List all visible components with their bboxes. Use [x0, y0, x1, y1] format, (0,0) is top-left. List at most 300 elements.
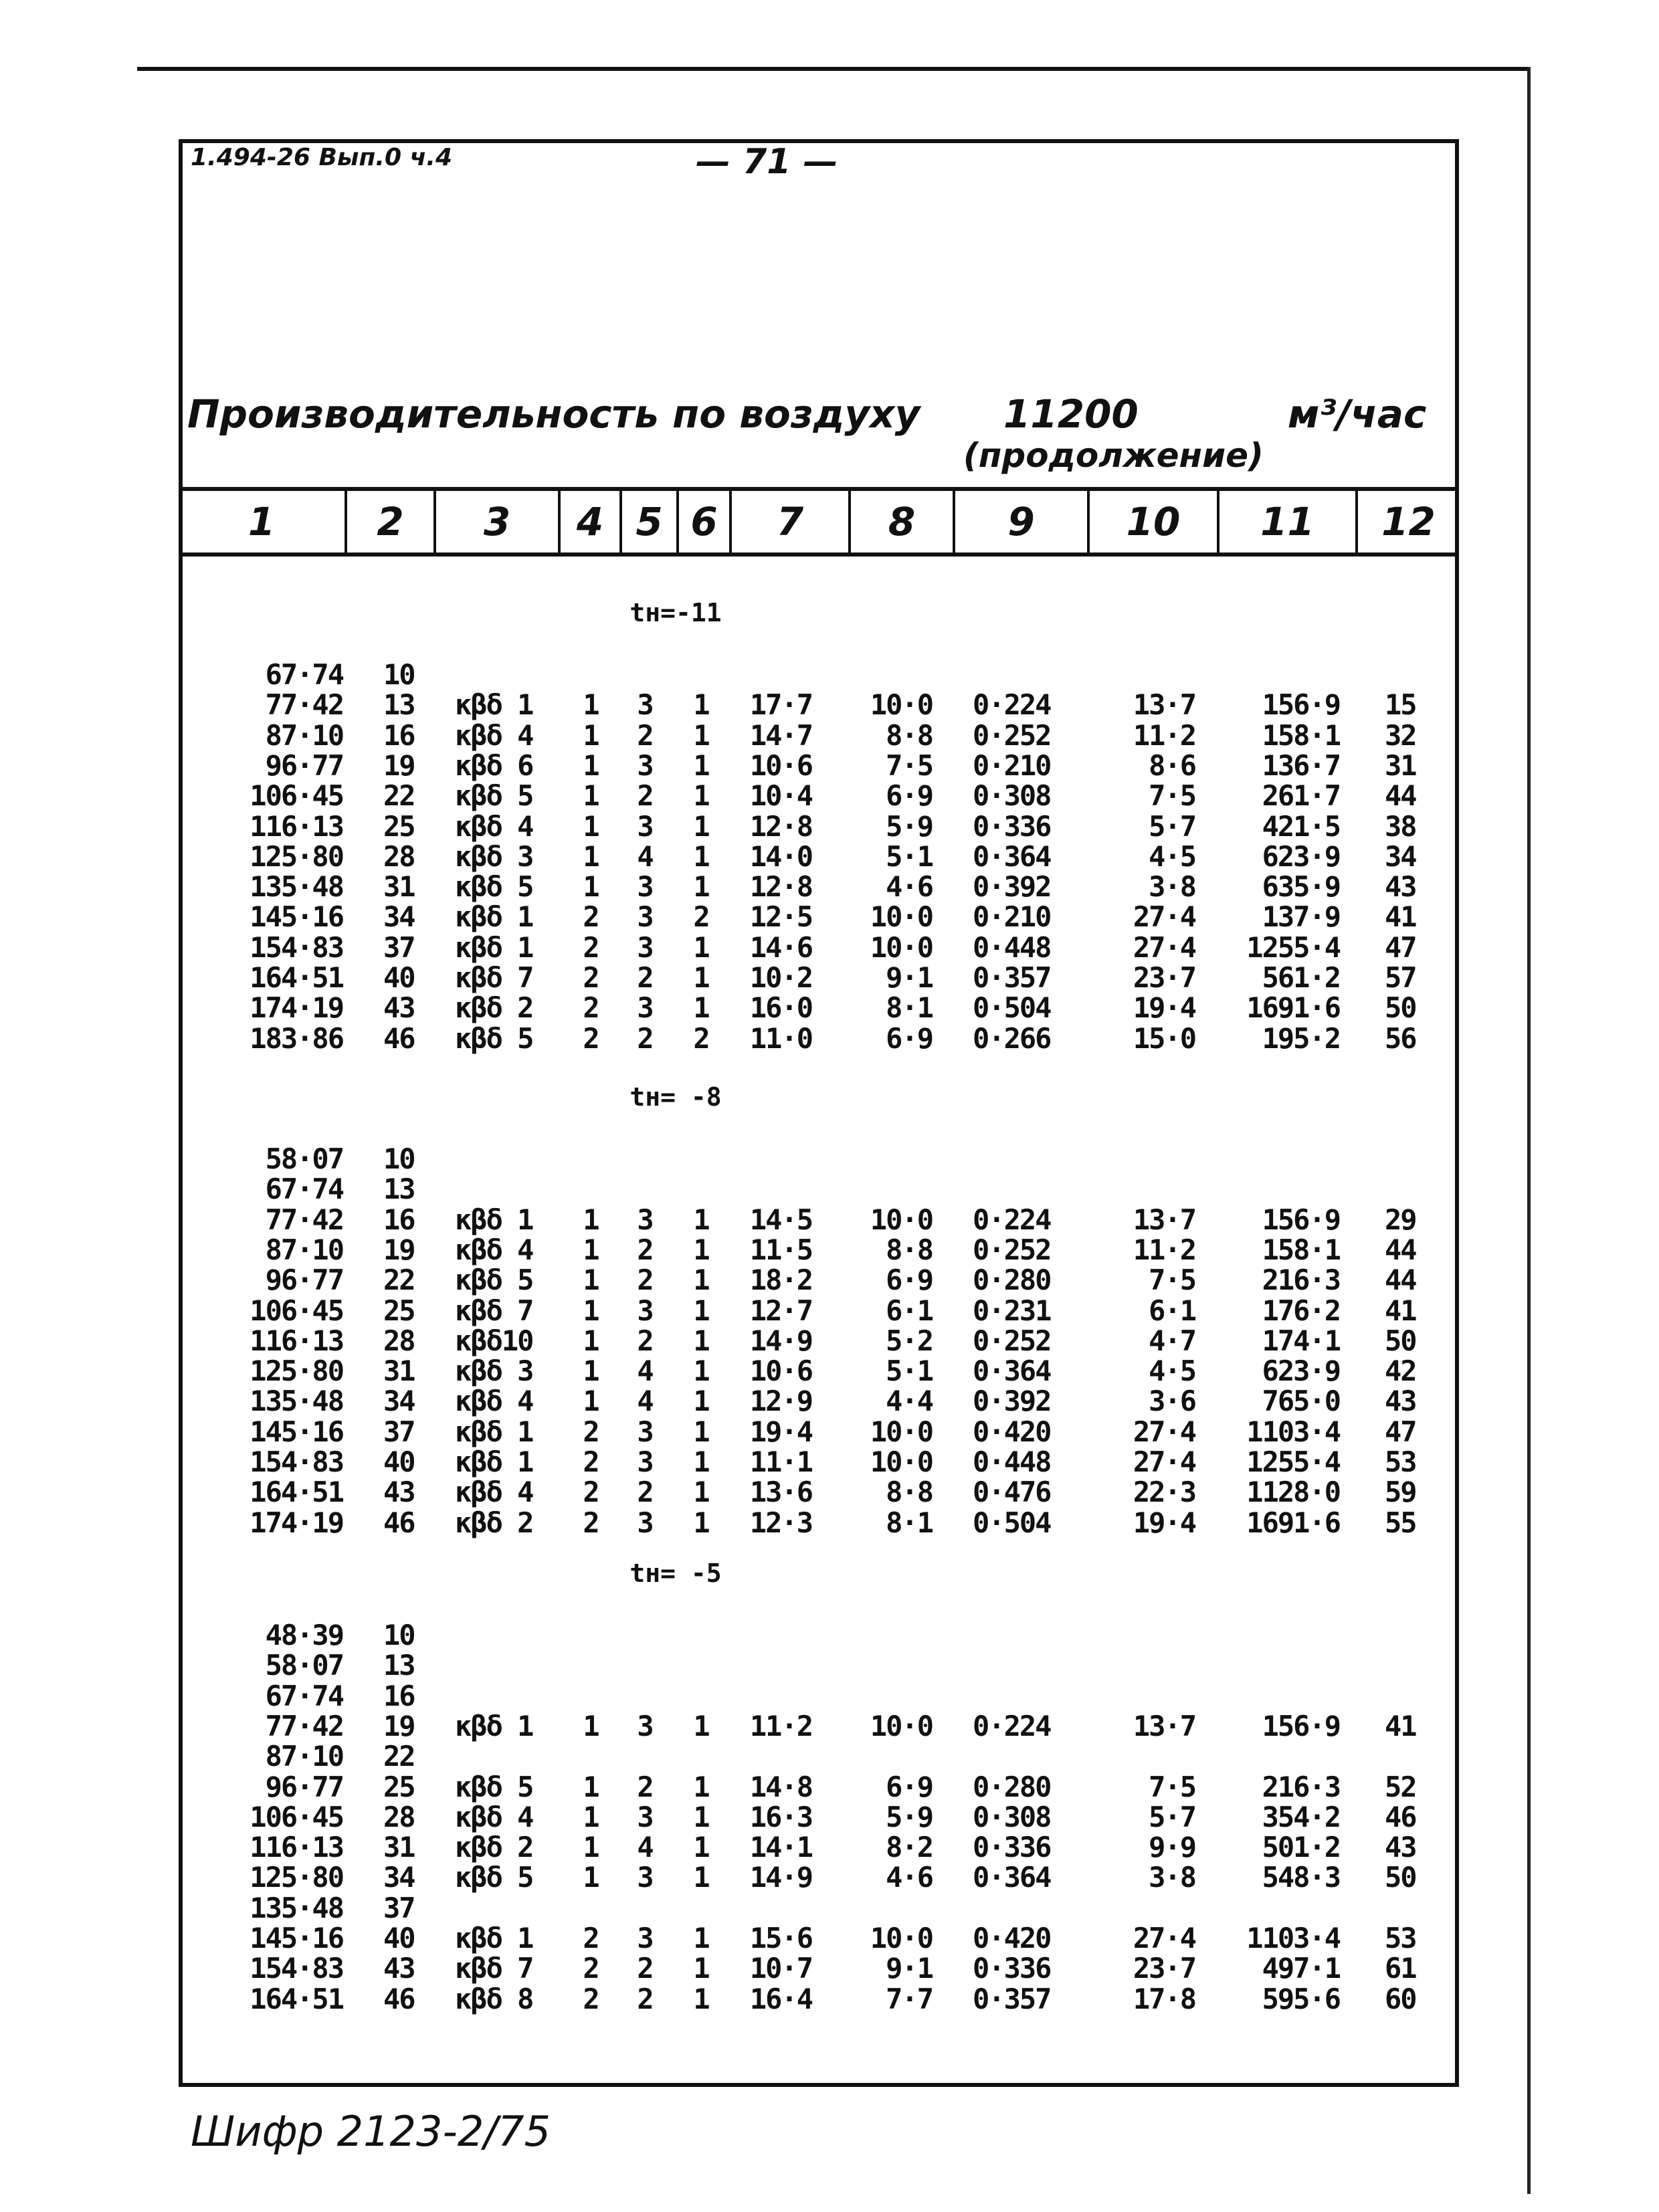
table-cell-col2: 37: [383, 1891, 415, 1924]
table-cell-col12: 42: [1385, 1354, 1416, 1388]
table-cell-col4: 1: [583, 1800, 599, 1833]
table-cell-col2: 16: [383, 1679, 415, 1712]
table-cell-col7: 11·0: [749, 1021, 812, 1055]
table-cell-col11: 635·9: [1262, 870, 1340, 904]
table-cell-col7: 12·7: [749, 1294, 812, 1327]
table-cell-col1: 154·83: [250, 1952, 343, 1985]
table-cell-col12: 60: [1385, 1982, 1416, 2015]
table-cell-col7: 10·6: [749, 1354, 812, 1388]
table-cell-col3: кβδ 4: [455, 1233, 533, 1266]
table-cell-col10: 13·7: [1133, 1709, 1195, 1742]
table-cell-col9: 0·252: [973, 1233, 1051, 1266]
table-cell-col8: 9·1: [886, 1952, 933, 1985]
column-header-4: 4: [561, 491, 622, 552]
table-cell-col12: 46: [1385, 1800, 1416, 1833]
table-cell-col6: 1: [693, 961, 709, 994]
table-cell-col6: 1: [693, 1294, 709, 1327]
table-cell-col8: 8·8: [886, 1476, 933, 1509]
table-cell-col6: 1: [693, 1982, 709, 2015]
table-cell-col10: 23·7: [1133, 1952, 1195, 1985]
table-cell-col12: 47: [1385, 1415, 1416, 1448]
table-cell-col7: 16·3: [749, 1800, 812, 1833]
table-cell-col2: 22: [383, 779, 415, 813]
table-cell-col6: 1: [693, 1922, 709, 1954]
table-cell-col7: 11·2: [749, 1709, 812, 1742]
table-title: Производительность по воздуху: [187, 391, 920, 437]
table-cell-col8: 10·0: [870, 688, 933, 722]
table-cell-col12: 41: [1385, 900, 1416, 934]
table-cell-col5: 3: [637, 688, 653, 722]
table-cell-col2: 22: [383, 1264, 415, 1297]
table-cell-col5: 4: [637, 839, 653, 873]
table-cell-col4: 1: [583, 1324, 599, 1357]
table-cell-col2: 13: [383, 688, 415, 722]
table-cell-col9: 0·476: [973, 1476, 1051, 1509]
table-cell-col1: 87·10: [265, 1233, 343, 1266]
table-cell-col8: 5·2: [886, 1324, 933, 1357]
table-cell-col11: 548·3: [1262, 1861, 1340, 1894]
table-cell-col12: 55: [1385, 1506, 1416, 1539]
table-cell-col7: 16·0: [749, 991, 812, 1025]
table-cell-col2: 13: [383, 1173, 415, 1206]
column-header-2: 2: [347, 491, 436, 552]
table-cell-col8: 7·7: [886, 1982, 933, 2015]
table-cell-col6: 1: [693, 1233, 709, 1266]
table-cell-col5: 2: [637, 1324, 653, 1357]
table-cell-col9: 0·364: [973, 1354, 1051, 1388]
table-cell-col8: 5·1: [886, 1354, 933, 1388]
table-cell-col11: 595·6: [1262, 1982, 1340, 2015]
table-cell-col11: 156·9: [1262, 688, 1340, 722]
table-cell-col11: 176·2: [1262, 1294, 1340, 1327]
table-cell-col11: 1103·4: [1246, 1415, 1340, 1448]
table-cell-col2: 28: [383, 839, 415, 873]
table-cell-col9: 0·364: [973, 839, 1051, 873]
table-cell-col12: 38: [1385, 809, 1416, 843]
table-cell-col4: 2: [583, 1982, 599, 2015]
table-cell-col11: 1128·0: [1246, 1476, 1340, 1509]
table-cell-col4: 2: [583, 930, 599, 964]
table-cell-col10: 11·2: [1133, 1233, 1195, 1266]
table-cell-col1: 106·45: [250, 1800, 343, 1833]
table-cell-col2: 10: [383, 1619, 415, 1651]
table-cell-col11: 261·7: [1262, 779, 1340, 813]
table-cell-col3: кβδ 1: [455, 930, 533, 964]
table-cell-col3: кβδ 7: [455, 1952, 533, 1985]
table-cell-col2: 25: [383, 1294, 415, 1327]
table-cell-col3: кβδ 3: [455, 1354, 533, 1388]
table-cell-col9: 0·364: [973, 1861, 1051, 1894]
table-cell-col4: 2: [583, 900, 599, 934]
table-cell-col5: 3: [637, 991, 653, 1025]
table-cell-col9: 0·392: [973, 1385, 1051, 1418]
column-header-3: 3: [436, 491, 561, 552]
table-cell-col2: 43: [383, 1476, 415, 1509]
table-cell-col4: 1: [583, 1770, 599, 1803]
table-cell-col11: 137·9: [1262, 900, 1340, 934]
table-cell-col6: 1: [693, 1476, 709, 1509]
airflow-value: 11200: [1003, 391, 1139, 437]
table-cell-col1: 96·77: [265, 1264, 343, 1297]
table-cell-col3: кβδ 5: [455, 779, 533, 813]
table-cell-col2: 28: [383, 1800, 415, 1833]
table-cell-col5: 3: [637, 1203, 653, 1236]
table-cell-col2: 43: [383, 1952, 415, 1985]
table-cell-col10: 27·4: [1133, 1415, 1195, 1448]
table-cell-col6: 1: [693, 1385, 709, 1418]
table-cell-col7: 13·6: [749, 1476, 812, 1509]
table-cell-col4: 1: [583, 839, 599, 873]
table-cell-col8: 10·0: [870, 1415, 933, 1448]
table-cell-col9: 0·420: [973, 1922, 1051, 1954]
table-cell-col10: 4·7: [1149, 1324, 1195, 1357]
table-cell-col9: 0·308: [973, 1800, 1051, 1833]
table-cell-col9: 0·420: [973, 1415, 1051, 1448]
table-cell-col10: 7·5: [1149, 1264, 1195, 1297]
table-cell-col5: 2: [637, 1982, 653, 2015]
table-cell-col11: 501·2: [1262, 1831, 1340, 1864]
table-cell-col7: 14·0: [749, 839, 812, 873]
table-cell-col7: 14·9: [749, 1861, 812, 1894]
table-cell-col9: 0·266: [973, 1021, 1051, 1055]
table-cell-col3: кβδ 1: [455, 900, 533, 934]
column-header-10: 10: [1090, 491, 1219, 552]
table-cell-col7: 11·5: [749, 1233, 812, 1266]
table-cell-col5: 2: [637, 1264, 653, 1297]
table-cell-col12: 34: [1385, 839, 1416, 873]
table-cell-col5: 4: [637, 1354, 653, 1388]
table-cell-col11: 1255·4: [1246, 930, 1340, 964]
table-cell-col2: 31: [383, 870, 415, 904]
table-cell-col7: 14·5: [749, 1203, 812, 1236]
table-cell-col12: 50: [1385, 1324, 1416, 1357]
table-cell-col7: 12·8: [749, 870, 812, 904]
table-cell-col9: 0·357: [973, 961, 1051, 994]
table-cell-col12: 56: [1385, 1021, 1416, 1055]
table-cell-col12: 53: [1385, 1445, 1416, 1478]
page-number: — 71 —: [696, 142, 838, 182]
table-cell-col1: 154·83: [250, 930, 343, 964]
table-cell-col12: 59: [1385, 1476, 1416, 1509]
table-cell-col2: 37: [383, 930, 415, 964]
table-cell-col6: 1: [693, 1506, 709, 1539]
table-cell-col3: кβδ 4: [455, 1800, 533, 1833]
table-cell-col4: 2: [583, 991, 599, 1025]
table-cell-col10: 3·6: [1149, 1385, 1195, 1418]
table-cell-col11: 561·2: [1262, 961, 1340, 994]
table-cell-col3: кβδ10: [455, 1324, 533, 1357]
table-cell-col9: 0·224: [973, 1203, 1051, 1236]
table-cell-col4: 2: [583, 1445, 599, 1478]
table-cell-col9: 0·280: [973, 1770, 1051, 1803]
table-cell-col2: 46: [383, 1982, 415, 2015]
table-cell-col4: 1: [583, 1203, 599, 1236]
table-cell-col10: 9·9: [1149, 1831, 1195, 1864]
table-cell-col1: 87·10: [265, 718, 343, 752]
table-cell-col1: 67·74: [265, 1173, 343, 1206]
table-cell-col12: 44: [1385, 779, 1416, 813]
table-cell-col6: 1: [693, 839, 709, 873]
table-cell-col2: 28: [383, 1324, 415, 1357]
table-cell-col1: 125·80: [250, 839, 343, 873]
table-cell-col2: 46: [383, 1021, 415, 1055]
table-cell-col10: 13·7: [1133, 688, 1195, 722]
table-cell-col3: кβδ 1: [455, 1709, 533, 1742]
table-cell-col9: 0·210: [973, 900, 1051, 934]
table-cell-col6: 1: [693, 718, 709, 752]
table-cell-col2: 46: [383, 1506, 415, 1539]
table-cell-col9: 0·280: [973, 1264, 1051, 1297]
table-cell-col11: 765·0: [1262, 1385, 1340, 1418]
table-cell-col9: 0·252: [973, 718, 1051, 752]
column-header-1: 1: [179, 491, 347, 552]
table-cell-col4: 1: [583, 1709, 599, 1742]
table-cell-col8: 10·0: [870, 900, 933, 934]
table-cell-col1: 67·74: [265, 1679, 343, 1712]
table-cell-col8: 10·0: [870, 1709, 933, 1742]
table-cell-col3: кβδ 2: [455, 1831, 533, 1864]
continuation-note: (продолжение): [963, 436, 1264, 475]
table-cell-col7: 12·3: [749, 1506, 812, 1539]
table-cell-col9: 0·448: [973, 1445, 1051, 1478]
table-cell-col12: 53: [1385, 1922, 1416, 1954]
table-cell-col3: кβδ 4: [455, 1476, 533, 1509]
table-cell-col4: 2: [583, 1506, 599, 1539]
table-cell-col4: 1: [583, 1354, 599, 1388]
airflow-unit: м³/час: [1288, 391, 1427, 437]
table-cell-col10: 15·0: [1133, 1021, 1195, 1055]
table-cell-col7: 10·7: [749, 1952, 812, 1985]
table-cell-col8: 5·9: [886, 1800, 933, 1833]
table-cell-col11: 623·9: [1262, 839, 1340, 873]
table-cell-col9: 0·504: [973, 991, 1051, 1025]
table-cell-col3: кβδ 5: [455, 1770, 533, 1803]
table-cell-col8: 8·1: [886, 991, 933, 1025]
table-cell-col12: 47: [1385, 930, 1416, 964]
table-cell-col11: 174·1: [1262, 1324, 1340, 1357]
footer-cipher: Шифр 2123-2/75: [191, 2107, 551, 2156]
table-cell-col4: 1: [583, 1294, 599, 1327]
table-cell-col1: 183·86: [250, 1021, 343, 1055]
table-cell-col3: кβδ 7: [455, 961, 533, 994]
table-cell-col1: 125·80: [250, 1354, 343, 1388]
table-cell-col6: 2: [693, 1021, 709, 1055]
table-cell-col8: 6·9: [886, 779, 933, 813]
table-cell-col9: 0·231: [973, 1294, 1051, 1327]
section-label: tн= -5: [629, 1559, 722, 1588]
table-cell-col10: 7·5: [1149, 779, 1195, 813]
table-cell-col8: 4·6: [886, 1861, 933, 1894]
table-cell-col10: 13·7: [1133, 1203, 1195, 1236]
table-cell-col9: 0·224: [973, 1709, 1051, 1742]
table-cell-col12: 43: [1385, 1831, 1416, 1864]
column-header-11: 11: [1219, 491, 1358, 552]
table-cell-col12: 32: [1385, 718, 1416, 752]
table-cell-col6: 1: [693, 688, 709, 722]
table-cell-col2: 13: [383, 1649, 415, 1682]
table-cell-col3: кβδ 8: [455, 1982, 533, 2015]
table-cell-col8: 9·1: [886, 961, 933, 994]
table-cell-col12: 29: [1385, 1203, 1416, 1236]
table-cell-col4: 2: [583, 1476, 599, 1509]
table-cell-col1: 77·42: [265, 1203, 343, 1236]
table-cell-col7: 14·6: [749, 930, 812, 964]
table-cell-col1: 77·42: [265, 1709, 343, 1742]
table-cell-col2: 19: [383, 1709, 415, 1742]
table-cell-col6: 1: [693, 1203, 709, 1236]
table-cell-col9: 0·224: [973, 688, 1051, 722]
table-cell-col7: 12·8: [749, 809, 812, 843]
table-cell-col11: 136·7: [1262, 748, 1340, 782]
column-header-12: 12: [1381, 499, 1436, 544]
table-cell-col2: 40: [383, 1922, 415, 1954]
table-cell-col1: 174·19: [250, 991, 343, 1025]
section-label: tн= -8: [629, 1082, 722, 1112]
table-cell-col6: 1: [693, 779, 709, 813]
table-cell-col7: 12·5: [749, 900, 812, 934]
table-cell-col8: 8·8: [886, 718, 933, 752]
table-cell-col3: кβδ 4: [455, 718, 533, 752]
table-cell-col1: 58·07: [265, 1142, 343, 1175]
table-cell-col2: 25: [383, 1770, 415, 1803]
table-cell-col9: 0·448: [973, 930, 1051, 964]
table-cell-col7: 14·9: [749, 1324, 812, 1357]
table-cell-col11: 216·3: [1262, 1770, 1340, 1803]
table-cell-col1: 125·80: [250, 1861, 343, 1894]
table-cell-col8: 4·6: [886, 870, 933, 904]
table-cell-col12: 50: [1385, 1861, 1416, 1894]
table-cell-col1: 145·16: [250, 900, 343, 934]
table-cell-col5: 2: [637, 779, 653, 813]
table-cell-col1: 87·10: [265, 1740, 343, 1773]
table-cell-col5: 3: [637, 1445, 653, 1478]
table-cell-col6: 1: [693, 930, 709, 964]
table-cell-col3: кβδ 1: [455, 1922, 533, 1954]
table-cell-col7: 10·6: [749, 748, 812, 782]
table-cell-col1: 48·39: [265, 1619, 343, 1651]
table-cell-col12: 52: [1385, 1770, 1416, 1803]
column-header-9: 9: [955, 491, 1090, 552]
table-cell-col1: 164·51: [250, 1982, 343, 2015]
table-cell-col7: 10·4: [749, 779, 812, 813]
table-cell-col12: 50: [1385, 991, 1416, 1025]
table-cell-col4: 1: [583, 748, 599, 782]
table-cell-col9: 0·504: [973, 1506, 1051, 1539]
table-cell-col1: 135·48: [250, 870, 343, 904]
table-cell-col5: 3: [637, 1294, 653, 1327]
table-cell-col10: 27·4: [1133, 1922, 1195, 1954]
table-cell-col11: 497·1: [1262, 1952, 1340, 1985]
table-cell-col10: 5·7: [1149, 809, 1195, 843]
table-cell-col8: 6·1: [886, 1294, 933, 1327]
table-cell-col12: 31: [1385, 748, 1416, 782]
table-cell-col11: 156·9: [1262, 1709, 1340, 1742]
table-cell-col6: 1: [693, 1709, 709, 1742]
table-cell-col1: 96·77: [265, 1770, 343, 1803]
table-cell-col5: 3: [637, 1415, 653, 1448]
table-cell-col1: 145·16: [250, 1922, 343, 1954]
table-cell-col5: 4: [637, 1385, 653, 1418]
table-cell-col4: 1: [583, 779, 599, 813]
table-cell-col10: 4·5: [1149, 1354, 1195, 1388]
table-cell-col12: 44: [1385, 1233, 1416, 1266]
table-cell-col9: 0·308: [973, 779, 1051, 813]
table-cell-col1: 106·45: [250, 779, 343, 813]
table-cell-col8: 4·4: [886, 1385, 933, 1418]
table-cell-col2: 34: [383, 900, 415, 934]
table-cell-col1: 77·42: [265, 688, 343, 722]
table-cell-col10: 27·4: [1133, 930, 1195, 964]
table-cell-col2: 10: [383, 658, 415, 691]
table-cell-col4: 2: [583, 1021, 599, 1055]
table-cell-col4: 1: [583, 688, 599, 722]
table-cell-col5: 2: [637, 1952, 653, 1985]
table-cell-col4: 1: [583, 870, 599, 904]
table-cell-col6: 1: [693, 1800, 709, 1833]
table-cell-col6: 1: [693, 1445, 709, 1478]
table-cell-col7: 10·2: [749, 961, 812, 994]
table-cell-col4: 1: [583, 1861, 599, 1894]
table-cell-col1: 67·74: [265, 658, 343, 691]
table-cell-col6: 1: [693, 1354, 709, 1388]
table-cell-col10: 11·2: [1133, 718, 1195, 752]
table-cell-col7: 18·2: [749, 1264, 812, 1297]
table-cell-col6: 1: [693, 748, 709, 782]
table-cell-col3: кβδ 1: [455, 1445, 533, 1478]
column-header-5: 5: [622, 491, 679, 552]
table-cell-col8: 6·9: [886, 1021, 933, 1055]
table-cell-col1: 116·13: [250, 1324, 343, 1357]
table-cell-col3: кβδ 4: [455, 809, 533, 843]
table-cell-col5: 3: [637, 930, 653, 964]
table-cell-col3: кβδ 1: [455, 688, 533, 722]
table-cell-col4: 2: [583, 1922, 599, 1954]
table-cell-col8: 10·0: [870, 930, 933, 964]
table-cell-col1: 135·48: [250, 1891, 343, 1924]
table-cell-col10: 19·4: [1133, 1506, 1195, 1539]
table-cell-col11: 354·2: [1262, 1800, 1340, 1833]
table-cell-col3: кβδ 6: [455, 748, 533, 782]
table-cell-col4: 2: [583, 1415, 599, 1448]
table-cell-col8: 8·8: [886, 1233, 933, 1266]
table-cell-col1: 145·16: [250, 1415, 343, 1448]
table-cell-col2: 19: [383, 748, 415, 782]
table-cell-col2: 34: [383, 1385, 415, 1418]
table-cell-col9: 0·392: [973, 870, 1051, 904]
table-cell-col5: 3: [637, 870, 653, 904]
table-cell-col10: 5·7: [1149, 1800, 1195, 1833]
table-cell-col10: 27·4: [1133, 1445, 1195, 1478]
table-cell-col4: 1: [583, 1385, 599, 1418]
table-cell-col5: 3: [637, 900, 653, 934]
column-header-row: [179, 487, 1459, 557]
table-cell-col7: 12·9: [749, 1385, 812, 1418]
table-cell-col7: 14·7: [749, 718, 812, 752]
table-cell-col5: 2: [637, 1021, 653, 1055]
table-cell-col1: 96·77: [265, 748, 343, 782]
table-cell-col8: 8·2: [886, 1831, 933, 1864]
table-cell-col3: кβδ 7: [455, 1294, 533, 1327]
table-cell-col5: 2: [637, 961, 653, 994]
table-cell-col7: 11·1: [749, 1445, 812, 1478]
table-cell-col2: 37: [383, 1415, 415, 1448]
table-cell-col2: 34: [383, 1861, 415, 1894]
table-cell-col7: 15·6: [749, 1922, 812, 1954]
table-cell-col11: 1103·4: [1246, 1922, 1340, 1954]
table-cell-col1: 58·07: [265, 1649, 343, 1682]
table-cell-col3: кβδ 3: [455, 839, 533, 873]
table-cell-col10: 4·5: [1149, 839, 1195, 873]
